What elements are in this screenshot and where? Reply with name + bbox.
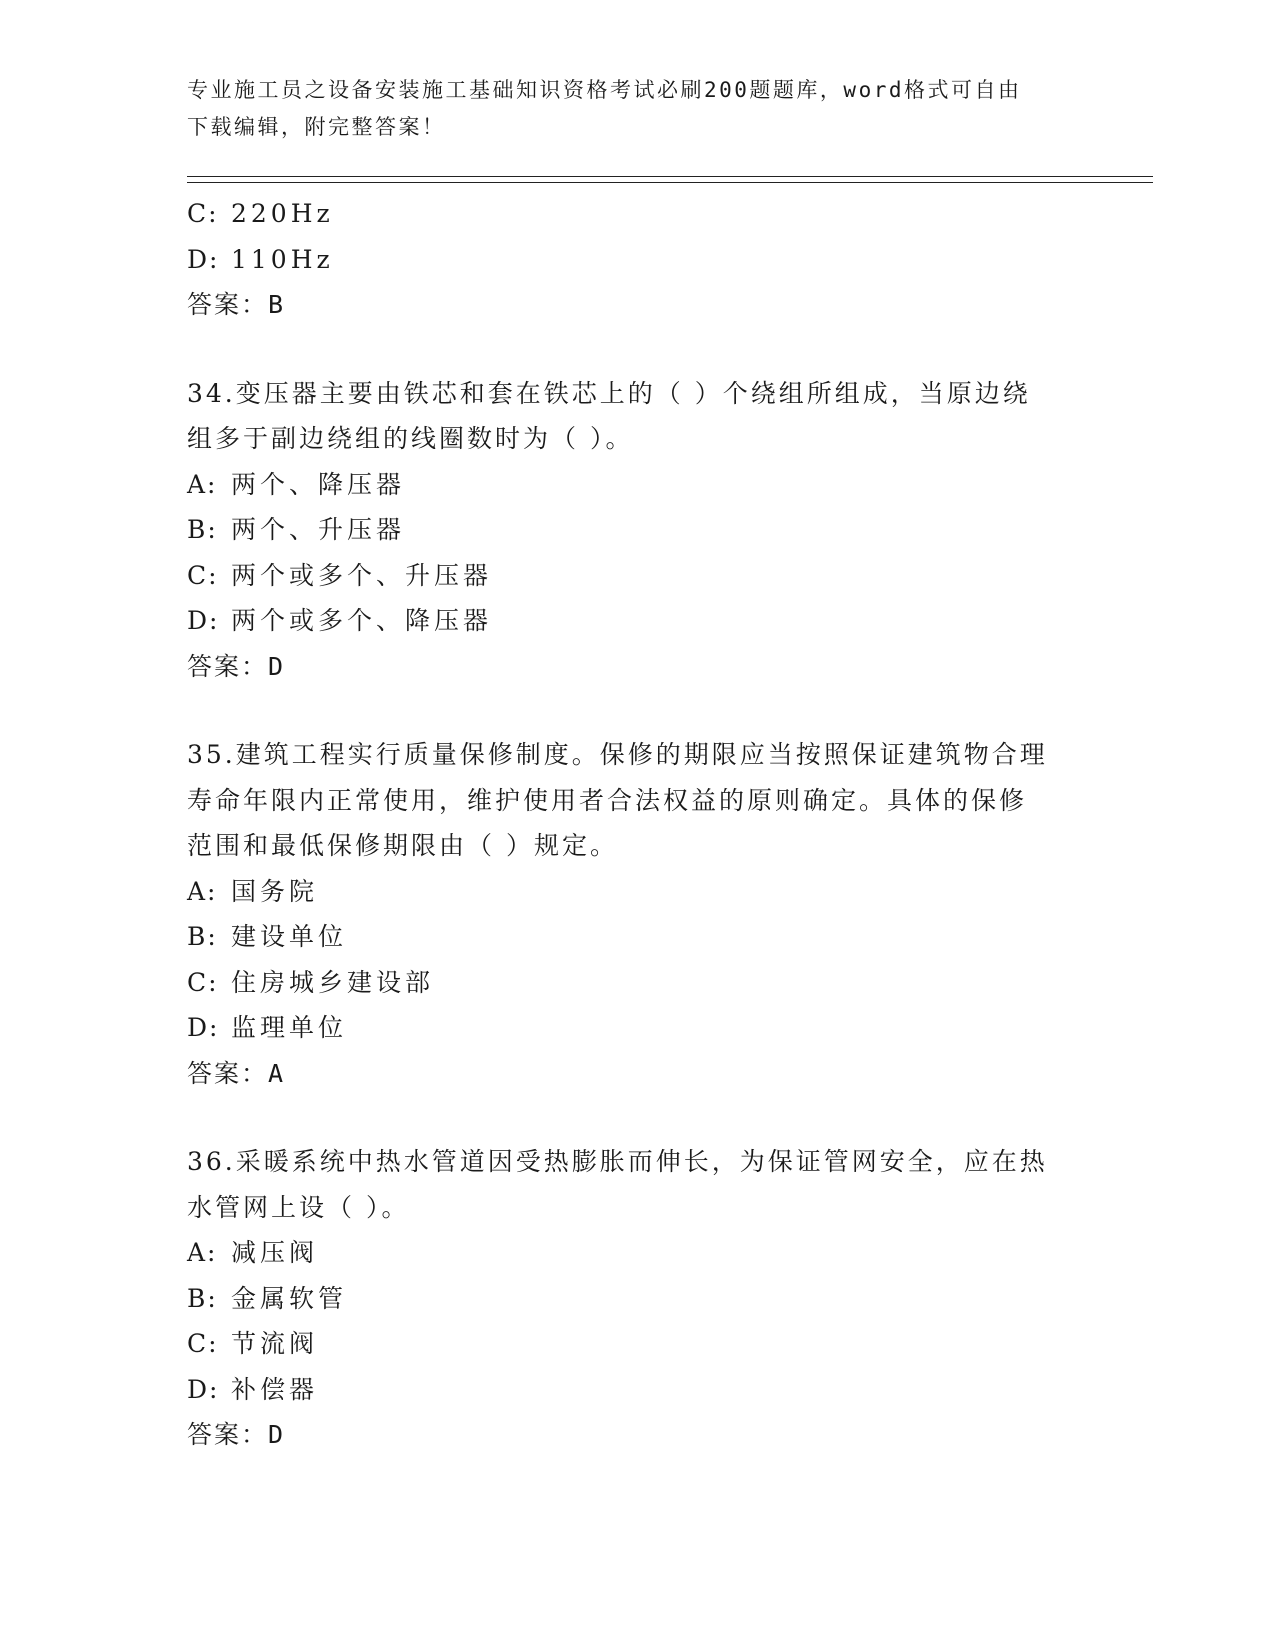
answer-line: 答案：D [187, 1420, 286, 1449]
option-a: A: 减压阀 [187, 1238, 319, 1267]
spacer [187, 689, 1087, 732]
option-c: C: 两个或多个、升压器 [187, 560, 493, 590]
option-d: D: 监理单位 [187, 1013, 348, 1042]
question-35 [187, 732, 1087, 1096]
header-divider [187, 176, 1153, 183]
option-d: D: 110Hz [187, 244, 334, 274]
answer-line: 答案：D [187, 651, 286, 681]
question-34 [187, 371, 1087, 690]
header-line-1: 专业施工员之设备安装施工基础知识资格考试必刷200题题库，word格式可自由 [187, 78, 1022, 102]
question-stem-line: 36.采暖系统中热水管道因受热膨胀而伸长，为保证管网安全，应在热 [187, 1147, 1048, 1176]
spacer [187, 1096, 1087, 1139]
question-stem-line: 35.建筑工程实行质量保修制度。保修的期限应当按照保证建筑物合理 [187, 740, 1048, 769]
option-d: D: 补偿器 [187, 1374, 319, 1404]
document-header [187, 72, 1087, 146]
option-d: D: 两个或多个、降压器 [187, 606, 493, 635]
question-stem-line: 组多于副边绕组的线圈数时为（ ）。 [187, 424, 634, 453]
question-stem-line: 范围和最低保修期限由（ ）规定。 [187, 831, 618, 860]
question-prev [187, 191, 1087, 328]
option-c: C: 住房城乡建设部 [187, 967, 435, 997]
question-stem-line: 寿命年限内正常使用，维护使用者合法权益的原则确定。具体的保修 [187, 785, 1028, 815]
answer-line: 答案：A [187, 1058, 286, 1088]
question-list [187, 191, 1087, 1458]
option-c: C: 节流阀 [187, 1329, 319, 1358]
option-b: B: 两个、升压器 [187, 515, 406, 544]
option-b: B: 建设单位 [187, 922, 348, 951]
option-b: B: 金属软管 [187, 1283, 348, 1313]
question-stem-line: 水管网上设（ ）。 [187, 1192, 410, 1222]
answer-line: 答案：B [187, 290, 286, 319]
option-a: A: 两个、降压器 [187, 469, 406, 499]
question-36 [187, 1139, 1087, 1458]
header-line-2: 下载编辑，附完整答案！ [187, 115, 446, 139]
option-c: C: 220Hz [187, 199, 334, 228]
question-stem-line: 34.变压器主要由铁芯和套在铁芯上的（ ）个绕组所组成，当原边绕 [187, 378, 1031, 408]
option-a: A: 国务院 [187, 876, 319, 906]
spacer [187, 328, 1087, 371]
